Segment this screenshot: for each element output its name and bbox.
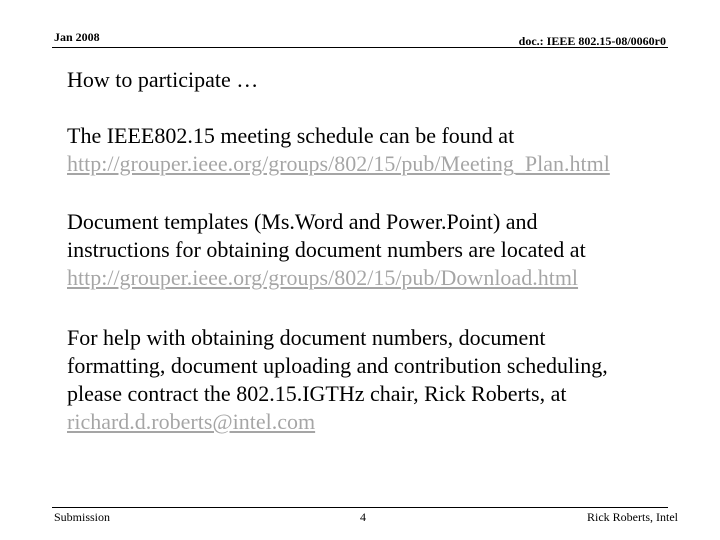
page-number: 4 bbox=[360, 510, 366, 524]
email-link[interactable]: richard.d.roberts@intel.com bbox=[67, 409, 316, 434]
help-paragraph bbox=[67, 324, 677, 436]
footer-submission: Submission bbox=[54, 510, 111, 524]
meeting-plan-link[interactable]: http://grouper.ieee.org/groups/802/15/pub/Meeting_Plan.html bbox=[67, 151, 610, 176]
footer-divider bbox=[52, 507, 668, 508]
header-divider bbox=[52, 47, 668, 48]
paragraph-text: Document templates (Ms.Word and Power.Point) and bbox=[67, 209, 538, 234]
download-link[interactable]: http://grouper.ieee.org/groups/802/15/pub/Download.html bbox=[67, 265, 579, 290]
header-date: Jan 2008 bbox=[54, 30, 100, 44]
header-doc-id: doc.: IEEE 802.15-08/0060r0 bbox=[518, 34, 666, 48]
meeting-schedule-paragraph bbox=[67, 122, 677, 178]
paragraph-text: please contract the 802.15.IGTHz chair, Rick Roberts, at bbox=[67, 381, 567, 406]
footer-author: Rick Roberts, Intel bbox=[587, 510, 678, 524]
paragraph-text: The IEEE802.15 meeting schedule can be found at bbox=[67, 123, 515, 148]
paragraph-text: For help with obtaining document numbers, document bbox=[67, 325, 546, 350]
paragraph-text: formatting, document uploading and contribution scheduling, bbox=[67, 353, 608, 378]
templates-paragraph bbox=[67, 208, 677, 292]
slide-title: How to participate … bbox=[67, 67, 259, 92]
paragraph-text: instructions for obtaining document numbers are located at bbox=[67, 237, 586, 262]
